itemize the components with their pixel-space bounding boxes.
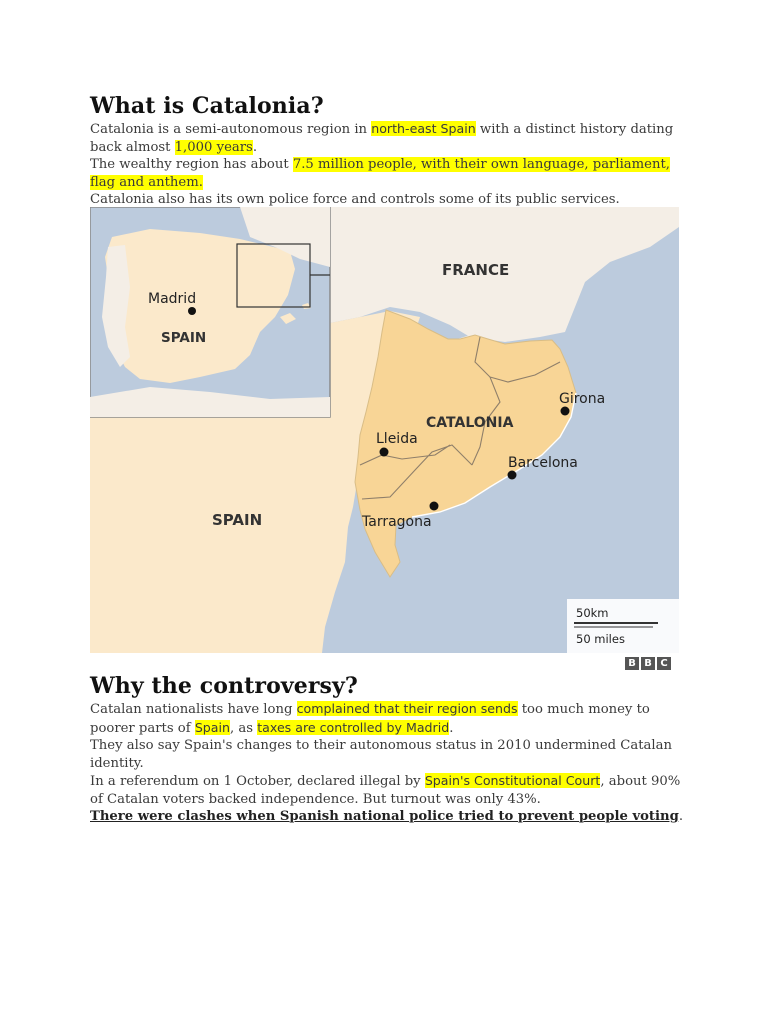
girona-dot — [561, 407, 570, 416]
tarragona-dot — [430, 502, 439, 511]
intro-paragraph-2: The wealthy region has about 7.5 million people, with their own language, parliament, flag and anthem. — [90, 157, 670, 190]
section-title-controversy: Why the controversy? — [90, 673, 358, 699]
highlight-complained: complained that their region sends — [296, 701, 518, 716]
label-inset-spain: SPAIN — [161, 330, 207, 346]
catalonia-intro — [90, 120, 690, 209]
label-spain: SPAIN — [212, 511, 263, 529]
label-barcelona: Barcelona — [508, 455, 578, 471]
barcelona-dot — [508, 471, 517, 480]
bbc-logo — [625, 657, 671, 670]
controversy-paragraph-2: They also say Spain's changes to their autonomous status in 2010 undermined Catalan identity. — [90, 738, 672, 771]
scale-bar — [567, 599, 679, 653]
catalonia-map — [90, 207, 679, 653]
scale-km-label: 50km — [576, 606, 609, 620]
label-girona: Girona — [559, 391, 606, 407]
bbc-logo-letter: C — [657, 657, 671, 670]
madrid-dot — [188, 307, 196, 315]
intro-paragraph-3: Catalonia also has its own police force and controls some of its public services. — [90, 192, 620, 207]
bbc-logo-letter: B — [625, 657, 639, 670]
lleida-dot — [380, 448, 389, 457]
bbc-logo-letter: B — [641, 657, 655, 670]
intro-paragraph-1: Catalonia is a semi-autonomous region in north-east Spain with a distinct history dating back almost 1,000 years. — [90, 121, 674, 155]
scale-miles-label: 50 miles — [576, 632, 625, 646]
label-madrid: Madrid — [148, 291, 197, 307]
controversy-body — [90, 700, 690, 826]
label-tarragona: Tarragona — [362, 514, 432, 530]
controversy-paragraph-4: There were clashes when Spanish national police tried to prevent people voting. — [90, 809, 684, 824]
highlight-constitutional-court: Spain's Constitutional Court — [424, 773, 601, 788]
highlight-spain: Spain — [194, 719, 230, 735]
highlight-north-east-spain: north-east Spain — [371, 121, 476, 136]
label-catalonia: CATALONIA — [426, 415, 514, 431]
highlight-population: 7.5 million people, with their own language, parliament, flag and anthem. — [90, 157, 670, 190]
highlight-taxes: taxes are controlled by Madrid — [257, 719, 450, 735]
clashes-link[interactable]: There were clashes when Spanish national police tried to prevent people voting — [90, 809, 679, 824]
highlight-1000-years: 1,000 years — [174, 139, 253, 155]
section-title-catalonia: What is Catalonia? — [90, 93, 324, 119]
label-lleida: Lleida — [376, 431, 418, 447]
controversy-paragraph-1: Catalan nationalists have long complained that their region sends too much money to poorer parts of Spain, as taxes are controlled by Madrid. — [90, 701, 650, 736]
inset-map — [90, 207, 330, 417]
controversy-paragraph-3: In a referendum on 1 October, declared illegal by Spain's Constitutional Court, about 90% of Catalan voters backed independence. But turnout was only 43%. — [90, 773, 681, 807]
label-france: FRANCE — [442, 261, 510, 279]
